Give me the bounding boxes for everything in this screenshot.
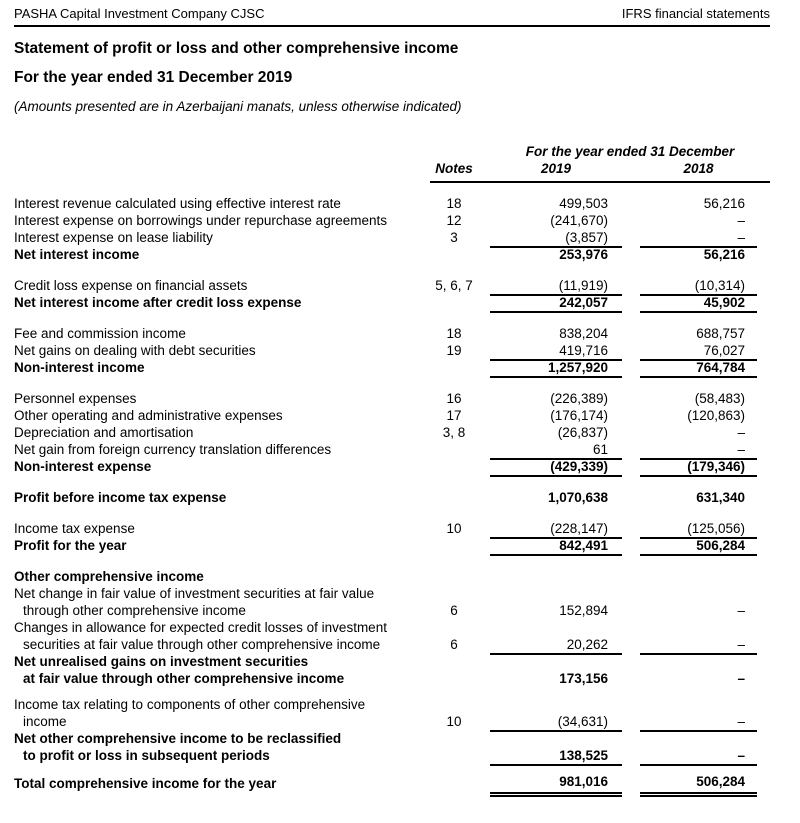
row-value-2019: 499,503: [559, 196, 608, 211]
row-oci-section-header: [14, 568, 770, 585]
row-label: Net unrealised gains on investment securities at fair value through other comprehensive income: [14, 654, 345, 686]
row-income-tax-expense: [14, 520, 770, 537]
row-label: Interest expense on borrowings under repurchase agreements: [14, 213, 387, 228]
row-label: Income tax expense: [14, 521, 135, 536]
row-label: Income tax relating to components of other comprehensive income: [14, 697, 366, 729]
row-label: Net change in fair value of investment securities at fair value through other comprehensive income: [14, 586, 375, 618]
row-value-2019: 419,716: [490, 342, 622, 359]
row-net-interest-income: [14, 246, 770, 263]
row-value-2018: 56,216: [703, 196, 745, 211]
row-note: 6: [450, 603, 458, 618]
row-value-2018: –: [737, 213, 745, 228]
page-subtitle: For the year ended 31 December 2019: [14, 69, 293, 86]
column-header-2018: 2018: [683, 161, 714, 176]
row-note: 18: [446, 196, 462, 211]
row-value-2018: 56,216: [703, 247, 745, 262]
row-note: 16: [446, 391, 462, 406]
row-value-2018: 688,757: [696, 326, 745, 341]
row-note: 19: [446, 343, 462, 358]
row-label: Fee and commission income: [14, 326, 186, 341]
row-non-interest-expense: [14, 458, 770, 475]
row-label: Depreciation and amortisation: [14, 425, 194, 440]
row-value-2018: 76,027: [640, 342, 757, 359]
row-value-2019: 253,976: [559, 247, 608, 262]
column-header-spacer: [14, 161, 418, 177]
column-gap: [622, 161, 640, 177]
row-net-interest-after-credit-loss: [14, 294, 770, 311]
section-spacer: [14, 475, 770, 489]
row-value-2018: 506,284: [640, 537, 757, 554]
row-value-2019: 242,057: [490, 294, 622, 311]
row-net-change-fair-value: [14, 585, 770, 619]
row-value-2019: 152,894: [559, 603, 608, 618]
row-label: Non-interest income: [14, 360, 145, 375]
row-non-interest-income: [14, 359, 770, 376]
row-value-2019: 1,070,638: [547, 490, 608, 505]
column-header-row: [14, 161, 770, 177]
row-profit-before-tax: [14, 489, 770, 506]
row-note: 3: [450, 230, 458, 245]
amounts-note: (Amounts presented are in Azerbaijani manats, unless otherwise indicated): [14, 99, 462, 114]
row-value-2019: 173,156: [559, 671, 608, 686]
profit-loss-table: [14, 144, 770, 797]
row-value-2019: (228,147): [490, 520, 622, 537]
row-value-2018: (10,314): [640, 277, 757, 294]
row-value-2019: 20,262: [490, 636, 622, 653]
row-value-2018: –: [640, 229, 757, 246]
row-note: [418, 792, 490, 797]
row-personnel-expenses: [14, 390, 770, 407]
row-note: 18: [446, 326, 462, 341]
row-value-2018: –: [640, 441, 757, 458]
row-interest-expense-repurchase: [14, 212, 770, 229]
row-value-2018: –: [640, 636, 757, 653]
row-value-2019: (429,339): [490, 458, 622, 475]
row-note: 12: [446, 213, 462, 228]
row-value-2019: 61: [490, 441, 622, 458]
row-label: Interest revenue calculated using effective interest rate: [14, 196, 341, 211]
row-fee-commission-income: [14, 325, 770, 342]
row-value-2018: –: [737, 603, 745, 618]
row-income-tax-oci: [14, 696, 770, 730]
row-value-2019: (3,857): [490, 229, 622, 246]
row-total-comprehensive-income: [14, 773, 770, 797]
row-other-operating-expenses: [14, 407, 770, 424]
row-value-2019: (176,174): [550, 408, 608, 423]
row-label: Credit loss expense on financial assets: [14, 278, 248, 293]
row-value-2019: 981,016: [490, 773, 622, 797]
company-name: PASHA Capital Investment Company CJSC: [14, 6, 265, 21]
row-label: Profit for the year: [14, 538, 127, 553]
row-value-2018: 631,340: [696, 490, 745, 505]
row-value-2019: (241,670): [550, 213, 608, 228]
row-value-2018: –: [640, 713, 757, 730]
row-label: Net interest income: [14, 247, 140, 262]
row-value-2019: 842,491: [490, 537, 622, 554]
row-label: Interest expense on lease liability: [14, 230, 213, 245]
row-value-2018: (58,483): [694, 391, 745, 406]
table-body: [14, 183, 770, 797]
row-depreciation-amortisation: [14, 424, 770, 441]
row-label: Personnel expenses: [14, 391, 137, 406]
section-spacer: [14, 764, 770, 773]
row-value-2018: –: [737, 671, 745, 686]
row-note: 6: [450, 637, 458, 652]
row-value-2018: (179,346): [640, 458, 757, 475]
section-spacer: [14, 263, 770, 277]
row-label: Other operating and administrative expenses: [14, 408, 283, 423]
row-interest-revenue: [14, 195, 770, 212]
row-note: 10: [446, 521, 462, 536]
section-spacer: [14, 554, 770, 568]
row-label: Non-interest expense: [14, 459, 152, 474]
row-value-2019: (226,389): [550, 391, 608, 406]
column-header-notes: Notes: [435, 161, 473, 176]
row-label: Changes in allowance for expected credit losses of investment securities at fair value through other comprehensive income: [14, 620, 387, 652]
row-value-2018: 764,784: [640, 359, 757, 376]
row-value-2019: 838,204: [559, 326, 608, 341]
row-value-2018: –: [737, 425, 745, 440]
row-value-2019: (34,631): [490, 713, 622, 730]
column-header-2019: 2019: [540, 161, 572, 176]
period-header: For the year ended 31 December: [525, 144, 735, 159]
row-profit-for-year: [14, 537, 770, 554]
row-interest-expense-lease: [14, 229, 770, 246]
row-net-gains-debt-securities: [14, 342, 770, 359]
row-label: Net interest income after credit loss expense: [14, 295, 302, 310]
row-credit-loss-expense: [14, 277, 770, 294]
row-label: Profit before income tax expense: [14, 490, 227, 505]
row-net-unrealised-gains: [14, 653, 770, 687]
section-spacer: [14, 687, 770, 696]
row-label: Net other comprehensive income to be reclassified to profit or loss in subsequent periods: [14, 731, 342, 763]
section-spacer: [14, 506, 770, 520]
row-value-2019: 1,257,920: [490, 359, 622, 376]
row-value-2018: (125,056): [640, 520, 757, 537]
row-ecl-allowance-changes: [14, 619, 770, 653]
row-value-2018: (120,863): [687, 408, 745, 423]
row-value-2018: 506,284: [640, 773, 757, 797]
row-fx-translation-differences: [14, 441, 770, 458]
row-label: Other comprehensive income: [14, 569, 204, 584]
row-net-oci-reclassified: [14, 730, 770, 764]
row-note: 3, 8: [442, 425, 466, 440]
section-spacer: [14, 311, 770, 325]
page-title: Statement of profit or loss and other comprehensive income: [14, 40, 459, 57]
row-value-2019: (11,919): [490, 277, 622, 294]
row-note: 5, 6, 7: [435, 278, 473, 293]
section-spacer: [14, 376, 770, 390]
row-label: Net gains on dealing with debt securities: [14, 343, 256, 358]
report-type-label: IFRS financial statements: [621, 6, 770, 21]
row-label: Net gain from foreign currency translation differences: [14, 442, 332, 457]
row-value-2018: 45,902: [640, 294, 757, 311]
row-value-2018: –: [640, 747, 757, 764]
row-note: 17: [446, 408, 462, 423]
document-header: [14, 6, 770, 27]
row-note: 10: [446, 714, 462, 729]
row-value-2019: (26,837): [557, 425, 608, 440]
row-value-2019: 138,525: [490, 747, 622, 764]
row-label: Total comprehensive income for the year: [14, 776, 277, 791]
